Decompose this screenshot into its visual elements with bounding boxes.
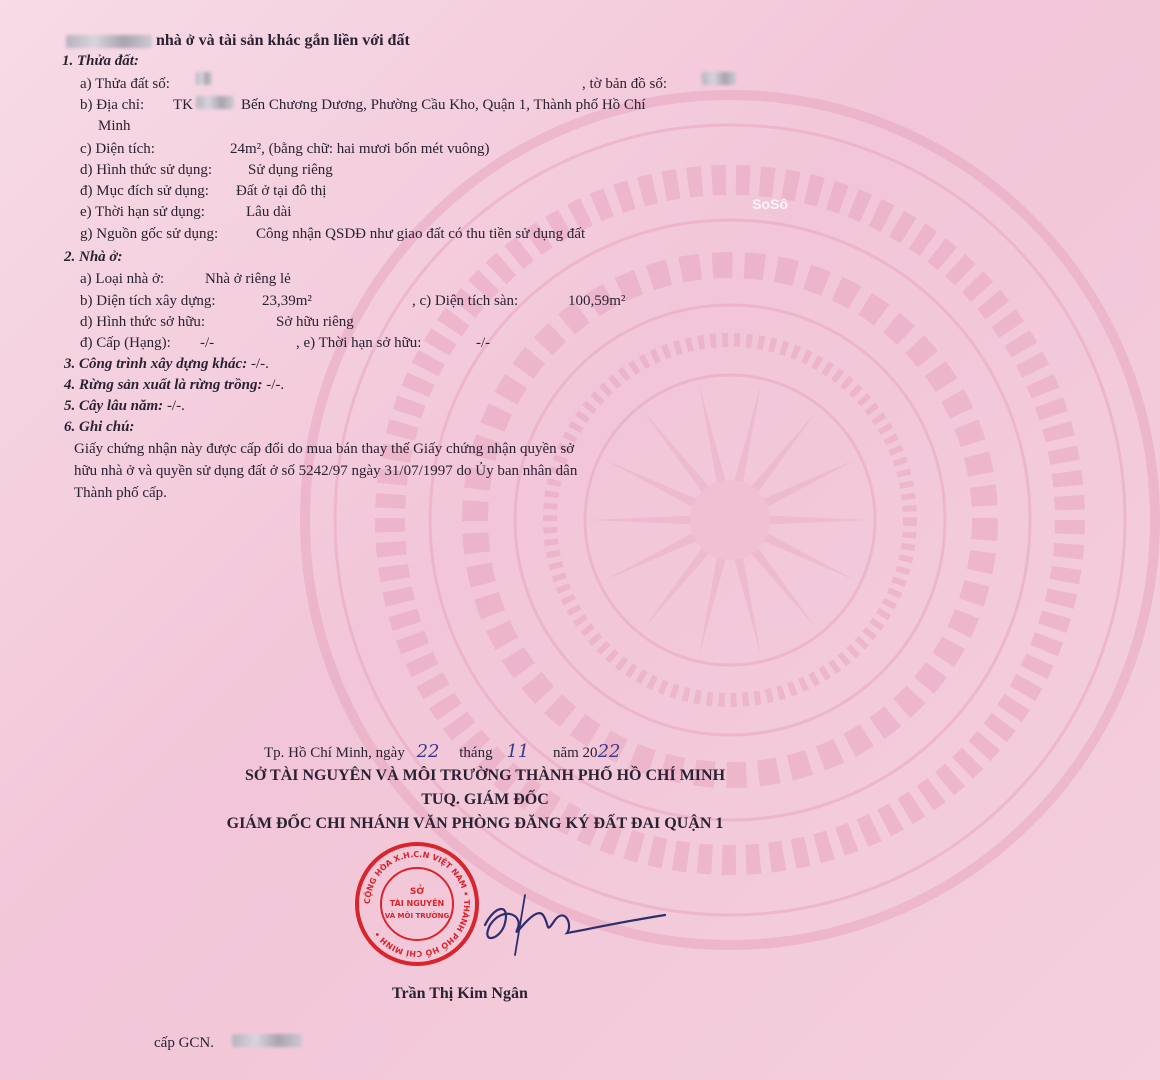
section4-value: -/-. xyxy=(266,377,285,393)
section3-value: -/-. xyxy=(250,356,269,372)
s2-d-label: d) Hình thức sở hữu: xyxy=(80,314,206,330)
s1-e-label: e) Thời hạn sử dụng: xyxy=(80,204,205,220)
drum-star-ray xyxy=(764,533,856,580)
issue-month: 11 xyxy=(506,741,530,762)
stamp-center-line-1: SỞ xyxy=(409,887,425,897)
drum-star-ray xyxy=(770,516,870,525)
section5 xyxy=(64,397,185,415)
gcn-label: cấp GCN. xyxy=(154,1035,214,1051)
s2-b-label: b) Diện tích xây dựng: xyxy=(80,293,216,309)
s1-a-label: a) Thửa đất số: xyxy=(80,76,170,92)
issue-place: Tp. Hồ Chí Minh, ngày xyxy=(264,745,405,761)
s2-d-value: Sở hữu riêng xyxy=(276,314,354,330)
header-title xyxy=(66,32,410,50)
s1-b-value2: Minh xyxy=(98,118,131,134)
s2-dd-label: đ) Cấp (Hạng): xyxy=(80,335,171,351)
section5-label: 5. Cây lâu năm: xyxy=(64,398,164,414)
on-behalf: TUQ. GIÁM ĐỐC xyxy=(421,791,549,808)
s1-b-prefix: TK xyxy=(173,97,193,113)
s1-dd-value: Đất ở tại đô thị xyxy=(236,183,327,199)
month-label: tháng xyxy=(459,745,493,761)
s1-b-label: b) Địa chỉ: xyxy=(80,97,145,113)
s1-g-value: Công nhận QSDĐ như giao đất có thu tiền sử dụng đất xyxy=(256,226,586,242)
s2-a-value: Nhà ở riêng lẻ xyxy=(205,271,291,287)
section4 xyxy=(64,376,284,394)
s1-e-value: Lâu dài xyxy=(246,204,292,220)
issue-year-suffix: 22 xyxy=(597,741,621,762)
drum-star-ray xyxy=(590,516,690,525)
stamp-center-line-3: VÀ MÔI TRƯỜNG xyxy=(384,912,450,920)
obscured-text xyxy=(66,35,152,48)
s1-a-map-label: , tờ bản đồ số: xyxy=(582,76,668,92)
drum-star-ray xyxy=(764,459,856,506)
section3 xyxy=(64,355,269,373)
s1-b-value: Bến Chương Dương, Phường Cầu Kho, Quận 1, Thành phố Hồ Chí xyxy=(241,97,646,113)
s2-a-label: a) Loại nhà ở: xyxy=(80,271,165,287)
section4-label: 4. Rừng sản xuất là rừng trồng: xyxy=(64,377,263,393)
handwritten-signature xyxy=(455,885,685,965)
issue-date xyxy=(264,743,620,762)
drum-star-ray xyxy=(604,459,696,506)
section6-heading: 6. Ghi chú: xyxy=(64,419,135,435)
s2-b-value: 23,39m² xyxy=(262,293,312,309)
issue-day: 22 xyxy=(416,741,440,762)
s2-c-label: , c) Diện tích sàn: xyxy=(412,293,519,309)
drum-star-ray xyxy=(643,411,709,492)
note-line-1: Giấy chứng nhận này được cấp đổi do mua bán thay thế Giấy chứng nhận quyền sở xyxy=(74,441,575,457)
drum-star-ray xyxy=(643,548,709,629)
drum-star-ray xyxy=(751,411,817,492)
stamp-ring-text: CỘNG HÒA X.H.C.N VIỆT NAM • THÀNH PHỐ HỒ CHÍ MINH • xyxy=(362,849,472,959)
s2-c-value: 100,59m² xyxy=(568,293,626,309)
s2-e-label: , e) Thời hạn sở hữu: xyxy=(296,335,422,351)
obscured-gcn-number xyxy=(232,1034,302,1047)
section2-heading: 2. Nhà ở: xyxy=(64,249,123,265)
section1-heading: 1. Thửa đất: xyxy=(62,53,139,69)
stamp-center-line-2: TÀI NGUYÊN xyxy=(389,899,445,908)
signer-name: Trần Thị Kim Ngân xyxy=(392,985,528,1002)
issuing-agency: SỞ TÀI NGUYÊN VÀ MÔI TRƯỜNG THÀNH PHỐ HỒ CHÍ MINH xyxy=(244,767,726,784)
s2-dd-value: -/- xyxy=(200,335,215,351)
signer-position: GIÁM ĐỐC CHI NHÁNH VĂN PHÒNG ĐĂNG KÝ ĐẤT ĐAI QUẬN 1 xyxy=(226,815,724,832)
s1-d-value: Sử dụng riêng xyxy=(248,162,333,178)
drum-star-ray xyxy=(735,558,762,657)
drum-star-ray xyxy=(604,533,696,580)
s1-d-label: d) Hình thức sử dụng: xyxy=(80,162,213,178)
s1-c-label: c) Diện tích: xyxy=(80,141,155,157)
obscured-map-number xyxy=(702,72,736,85)
s1-c-value: 24m², (bằng chữ: hai mươi bốn mét vuông) xyxy=(230,141,490,157)
s2-e-value: -/- xyxy=(476,335,491,351)
drum-star-ray xyxy=(699,558,726,657)
section3-label: 3. Công trình xây dựng khác: xyxy=(64,356,248,372)
drum-star-ray xyxy=(735,384,762,483)
note-line-3: Thành phố cấp. xyxy=(74,485,167,501)
note-line-2: hữu nhà ở và quyền sử dụng đất ở số 5242/97 ngày 31/07/1997 do Ủy ban nhân dân xyxy=(74,463,578,479)
obscured-address-number xyxy=(196,96,234,109)
obscured-parcel-number xyxy=(196,72,212,85)
drum-star-ray xyxy=(751,548,817,629)
s1-g-label: g) Nguồn gốc sử dụng: xyxy=(80,226,219,242)
drum-star-ray xyxy=(699,384,726,483)
section5-value: -/-. xyxy=(166,398,185,414)
sos-watermark: SoSô xyxy=(752,196,788,212)
header-title-text: nhà ở và tài sản khác gắn liền với đất xyxy=(156,32,410,49)
year-label: năm 20 xyxy=(552,745,598,761)
s1-dd-label: đ) Mục đích sử dụng: xyxy=(80,183,209,199)
